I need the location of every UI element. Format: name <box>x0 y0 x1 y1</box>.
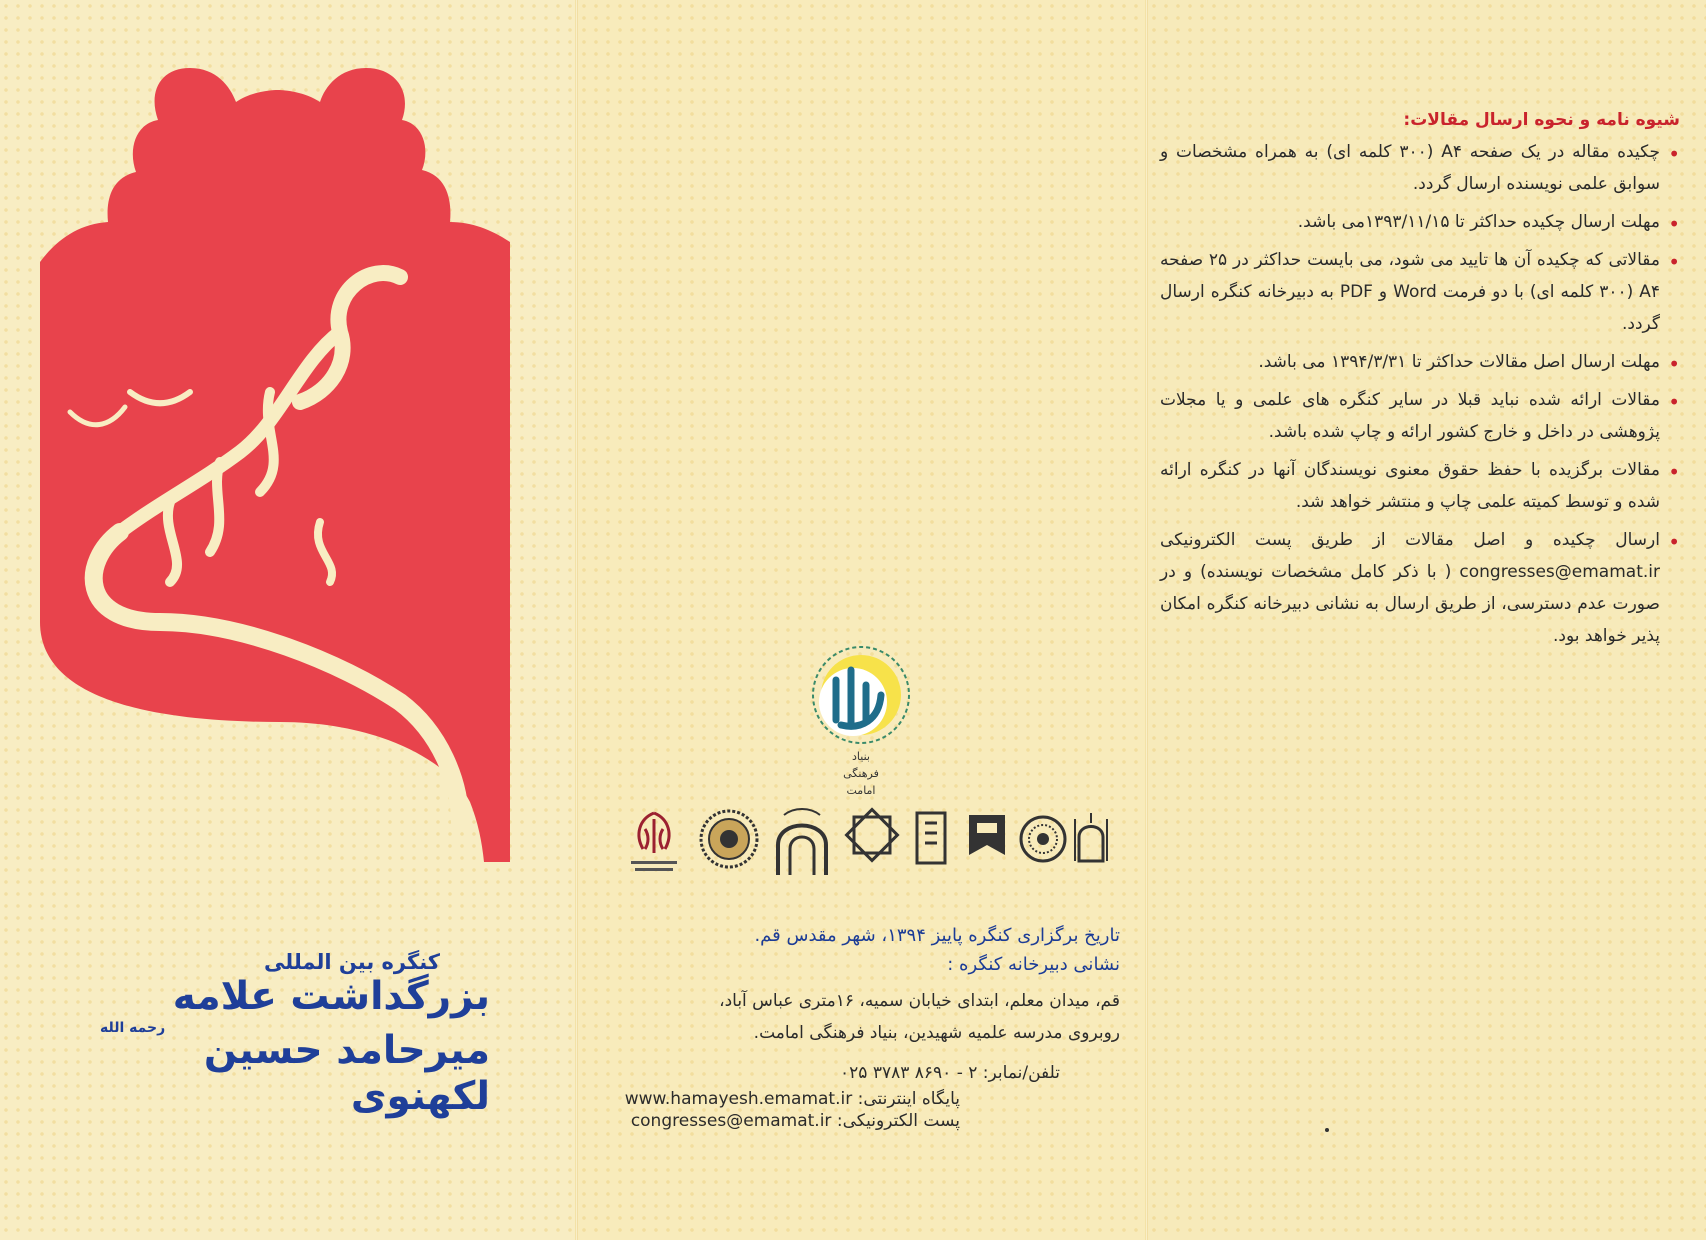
arch-logo-icon <box>770 805 834 881</box>
iran-emblem-icon <box>625 805 683 881</box>
sponsor-logos <box>625 805 1105 895</box>
website-row <box>600 1089 960 1109</box>
calligraphy-emblem <box>40 62 540 862</box>
email-row <box>600 1111 960 1131</box>
address-line-2: روبروی مدرسه علمیه شهیدین، بنیاد فرهنگی امامت. <box>753 1023 1120 1043</box>
event-info <box>600 925 1120 1131</box>
event-date: تاریخ برگزاری کنگره پاییز ۱۳۹۴، شهر مقدس قم. <box>754 925 1120 946</box>
guidelines-list <box>1160 136 1680 652</box>
congress-title-line2: میرحامد حسین لکهنوی <box>203 1028 490 1119</box>
email-label: پست الکترونیکی: <box>836 1111 960 1131</box>
print-dot <box>1325 1128 1329 1132</box>
fold-line <box>575 0 578 1240</box>
svg-text:فرهنگی: فرهنگی <box>843 767 879 780</box>
guidelines-heading: شیوه نامه و نحوه ارسال مقالات: <box>1403 110 1680 130</box>
star-logo-icon <box>841 805 903 881</box>
guideline-item: • مهلت ارسال اصل مقالات حداکثر تا ۱۳۹۴/۳/۳۱ می باشد. <box>1160 346 1680 378</box>
svg-text:امامت: امامت <box>846 784 876 797</box>
website-link[interactable]: www.hamayesh.emamat.ir <box>624 1089 853 1109</box>
submission-guidelines <box>1160 110 1680 658</box>
secretariat-address <box>600 985 1120 1049</box>
congress-title-line1: بزرگداشت علامه <box>172 974 490 1019</box>
website-label: پایگاه اینترنتی: <box>857 1089 960 1109</box>
honorific-label: رحمه الله <box>100 1020 166 1036</box>
foundation-name: بنیاد <box>852 750 870 763</box>
address-line-1: قم، میدان معلم، ابتدای خیابان سمیه، ۱۶متری عباس آباد، <box>719 991 1120 1011</box>
guideline-item: • مقالات ارائه شده نباید قبلا در سایر کنگره های علمی و یا مجلات پژوهشی در داخل و خارج کشور ارائه و چاپ شده باشد. <box>1160 384 1680 448</box>
fold-line <box>1145 0 1148 1240</box>
book-logo-icon <box>911 805 951 881</box>
email-link[interactable]: congresses@emamat.ir <box>630 1111 832 1131</box>
medallion-logo-icon <box>697 805 761 881</box>
bookmark-logo-icon <box>959 805 1015 881</box>
congress-subtitle: کنگره بین المللی <box>264 950 440 974</box>
guideline-item: • چکیده مقاله در یک صفحه A۴ (۳۰۰ کلمه ای) به همراه مشخصات و سوابق علمی نویسنده ارسال گردد. <box>1160 136 1680 200</box>
guideline-item: • ارسال چکیده و اصل مقالات از طریق پست الکترونیکی congresses@emamat.ir ( با ذکر کامل مشخصات نویسنده) و در صورت عدم دسترسی، از طریق ارسال به نشانی دبیرخانه کنگره امکان پذیر خواهد بود. <box>1160 524 1680 652</box>
guideline-item: • مقالات برگزیده با حفظ حقوق معنوی نویسندگان آنها در کنگره ارائه شده و توسط کمیته علمی چاپ و منتشر خواهد شد. <box>1160 454 1680 518</box>
secretariat-heading: نشانی دبیرخانه کنگره : <box>947 954 1120 975</box>
foundation-logo <box>801 640 921 800</box>
guideline-item: • مهلت ارسال چکیده حداکثر تا ۱۳۹۳/۱۱/۱۵می باشد. <box>1160 206 1680 238</box>
phone-fax: تلفن/نمابر: ۲ - ۸۶۹۰ ۳۷۸۳ ۰۲۵ <box>840 1063 1060 1083</box>
guideline-item: • مقالاتی که چکیده آن ها تایید می شود، می بایست حداکثر در ۲۵ صفحه A۴ (۳۰۰ کلمه ای) با دو فرمت Word و PDF به دبیرخانه کنگره ارسال گردد. <box>1160 244 1680 340</box>
rosette-logo-icon <box>1017 805 1069 881</box>
shrine-logo-icon <box>1071 805 1111 881</box>
cover-titles <box>60 950 490 1120</box>
